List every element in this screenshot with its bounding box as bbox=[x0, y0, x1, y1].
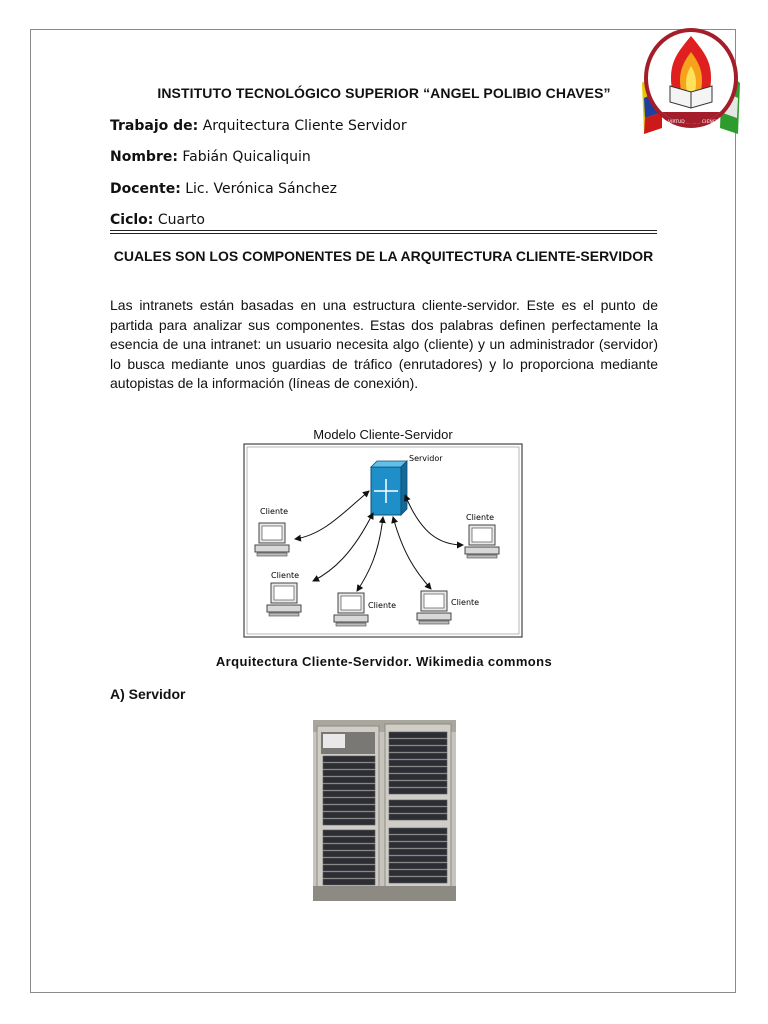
figure-caption: Arquitectura Cliente-Servidor. Wikimedia commons bbox=[215, 654, 553, 669]
divider-line bbox=[110, 230, 657, 231]
field-ciclo bbox=[110, 212, 205, 228]
field-label: Nombre: bbox=[110, 149, 178, 165]
client-computer-icon bbox=[334, 593, 368, 626]
client-label: Cliente bbox=[260, 507, 289, 516]
section-heading: CUALES SON LOS COMPONENTES DE LA ARQUITECTURA CLIENTE-SERVIDOR bbox=[113, 248, 654, 264]
field-trabajo bbox=[110, 118, 407, 134]
client-label: Cliente bbox=[271, 571, 300, 580]
field-label: Ciclo: bbox=[110, 212, 154, 228]
body-paragraph: Las intranets están basadas en una estructura cliente-servidor. Este es el punto de partida para analizar sus componentes. Estas dos palabras definen perfectamente la esencia de una intranet: un usuario necesita algo (cliente) y un administrador (servidor) lo busca mediante unos guardias de tráfico (enrutadores) y lo proporciona mediante autopistas de la información (líneas de conexión). bbox=[110, 297, 658, 392]
field-value: Arquitectura Cliente Servidor bbox=[198, 118, 407, 134]
logo-word-left: VIRTUD bbox=[668, 120, 685, 125]
institution-name: INSTITUTO TECNOLÓGICO SUPERIOR “ANGEL POLIBIO CHAVES” bbox=[157, 85, 611, 101]
field-value: Fabián Quicaliquin bbox=[177, 149, 311, 165]
field-value: Lic. Verónica Sánchez bbox=[180, 181, 338, 197]
institution-logo bbox=[640, 28, 742, 136]
client-computer-icon bbox=[255, 523, 289, 556]
field-nombre bbox=[110, 149, 311, 165]
server-label: Servidor bbox=[409, 454, 443, 463]
field-label: Docente: bbox=[110, 181, 181, 197]
client-computer-icon bbox=[417, 591, 451, 624]
field-value: Cuarto bbox=[153, 212, 205, 228]
client-computer-icon bbox=[267, 583, 301, 616]
client-label: Cliente bbox=[451, 598, 480, 607]
logo-word-right: CIENCIA bbox=[702, 120, 721, 125]
server-icon bbox=[371, 461, 407, 515]
client-computer-icon bbox=[465, 525, 499, 558]
divider-line bbox=[110, 233, 657, 234]
figure-title: Modelo Cliente-Servidor bbox=[313, 427, 453, 442]
client-label: Cliente bbox=[368, 601, 397, 610]
field-docente bbox=[110, 181, 337, 197]
client-server-diagram bbox=[243, 443, 523, 638]
server-rack-photo bbox=[313, 720, 456, 901]
subsection-heading: A) Servidor bbox=[110, 686, 186, 702]
client-label: Cliente bbox=[466, 513, 495, 522]
field-label: Trabajo de: bbox=[110, 118, 199, 134]
